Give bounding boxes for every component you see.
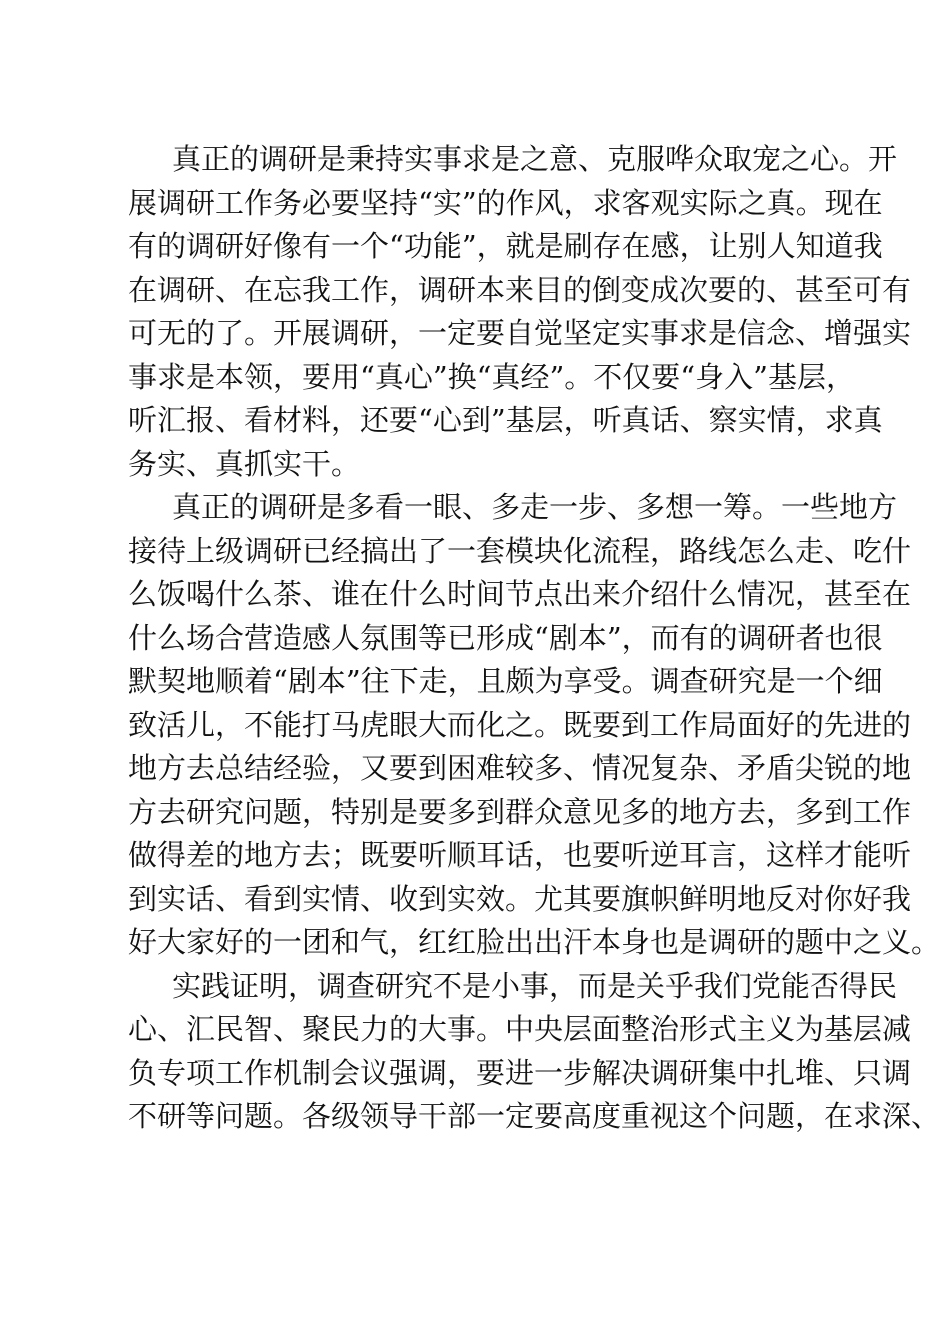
text-line: 负专项工作机制会议强调，要进一步解决调研集中扎堆、只调 [128,1055,912,1090]
text-line: 致活儿，不能打马虎眼大而化之。既要到工作局面好的先进的 [128,707,912,742]
text-line: 什么场合营造感人氛围等已形成“剧本”，而有的调研者也很 [128,620,883,655]
text-line: 心、汇民智、聚民力的大事。中央层面整治形式主义为基层减 [128,1012,912,1046]
paragraph-1 [128,138,912,486]
text-line: 方去研究问题，特别是要多到群众意见多的地方去，多到工作 [128,794,912,829]
text-line: 接待上级调研已经搞出了一套模块化流程，路线怎么走、吃什 [128,533,912,568]
text-line: 展调研工作务必要坚持“实”的作风，求客观实际之真。现在 [128,185,883,220]
text-line: 么饭喝什么茶、谁在什么时间节点出来介绍什么情况，甚至在 [128,577,912,611]
text-line: 默契地顺着“剧本”往下走，且颇为享受。调查研究是一个细 [128,664,883,698]
document-body [128,138,941,1139]
text-line: 听汇报、看材料，还要“心到”基层，听真话、察实情，求真 [128,403,883,437]
text-line: 可无的了。开展调研，一定要自觉坚定实事求是信念、增强实 [128,316,912,350]
text-line: 在调研、在忘我工作，调研本来目的倒变成次要的、甚至可有 [128,272,912,307]
text-line: 实践证明，调查研究不是小事，而是关乎我们党能否得民 [172,968,898,1003]
text-line: 有的调研好像有一个“功能”，就是刷存在感，让别人知道我 [128,229,883,263]
paragraph-2 [128,486,941,965]
text-line: 做得差的地方去；既要听顺耳话，也要听逆耳言，这样才能听 [128,838,912,872]
text-line: 好大家好的一团和气，红红脸出出汗本身也是调研的题中之义。 [128,925,941,959]
text-line: 事求是本领，要用“真心”换“真经”。不仅要“身入”基层， [128,359,855,394]
text-line: 真正的调研是多看一眼、多走一步、多想一筹。一些地方 [172,490,898,524]
text-line: 到实话、看到实情、收到实效。尤其要旗帜鲜明地反对你好我 [128,881,912,916]
text-line: 不研等问题。各级领导干部一定要高度重视这个问题，在求深、 [128,1099,941,1133]
paragraph-3 [128,965,941,1139]
text-line: 真正的调研是秉持实事求是之意、克服哗众取宠之心。开 [172,142,898,176]
text-line: 地方去总结经验，又要到困难较多、情况复杂、矛盾尖锐的地 [128,751,912,785]
text-line: 务实、真抓实干。 [128,446,361,481]
